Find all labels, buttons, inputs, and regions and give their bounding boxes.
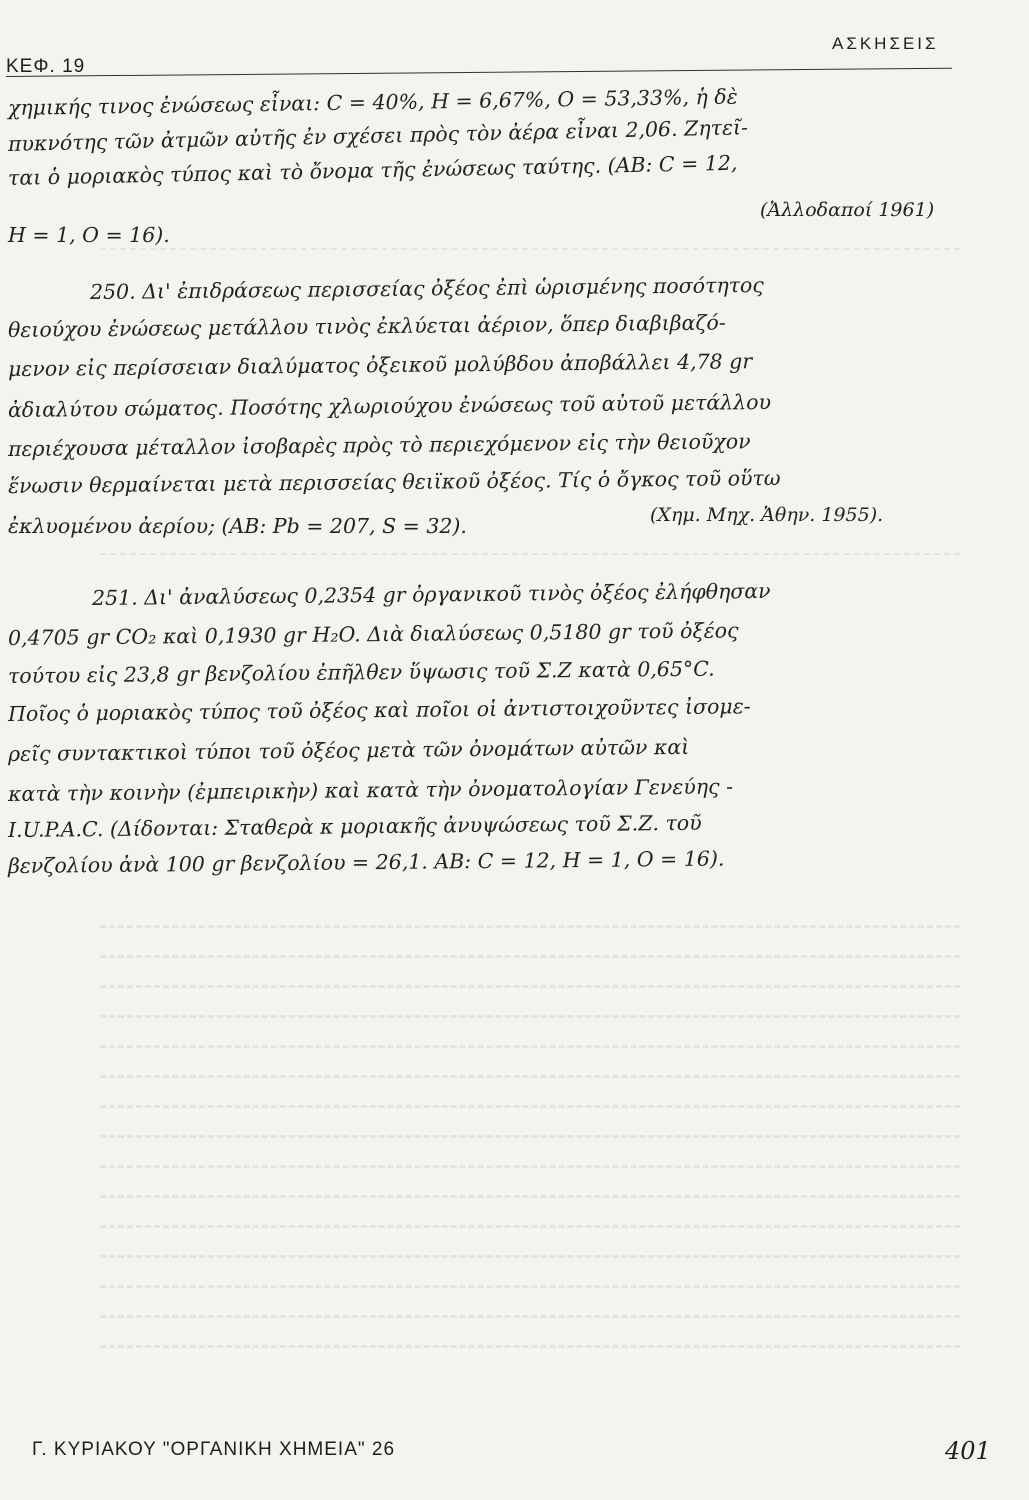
bleed-through-line	[100, 955, 960, 958]
bleed-through-line	[100, 1255, 960, 1258]
ex250-line-5: περιέχουσα μέταλλον ἰσοβαρὲς πρὸς τὸ περιεχόμενον εἰς τὴν θειοῦχον	[7, 429, 751, 461]
ex251-line-5: ρεῖς συντακτικοὶ τύποι τοῦ ὀξέος μετὰ τῶν ὀνομάτων αὐτῶν καὶ	[7, 734, 690, 766]
ex251-line-7: I.U.P.A.C. (Δίδονται: Σταθερὰ κ μοριακῆς ἀνυψώσεως τοῦ Σ.Ζ. τοῦ	[7, 810, 702, 842]
ex251-line-1: 251. Δι' ἀναλύσεως 0,2354 gr ὀργανικοῦ τινὸς ὀξέος ἐλήφθησαν	[91, 578, 771, 610]
bleed-through-line	[100, 1015, 960, 1018]
bleed-through-line	[100, 553, 960, 555]
ex251-line-4: Ποῖος ὁ μοριακὸς τύπος τοῦ ὀξέος καὶ ποῖοι οἱ ἀντιστοιχοῦντες ἰσομε-	[7, 694, 751, 726]
page-number: 401	[945, 1437, 991, 1465]
ex250-line-4: ἀδιαλύτου σώματος. Ποσότης χλωριούχου ἐνώσεως τοῦ αὐτοῦ μετάλλου	[7, 390, 772, 422]
ex250-line-7: ἐκλυομένου ἀερίου; (ΑΒ: Pb = 207, S = 32).	[8, 514, 467, 538]
ex250-source: (Χημ. Μηχ. Ἀθην. 1955).	[650, 504, 884, 526]
ex250-line-6: ἕνωσιν θερμαίνεται μετὰ περισσείας θειϊκοῦ ὀξέος. Τίς ὁ ὄγκος τοῦ οὕτω	[7, 465, 781, 498]
bleed-through-line	[100, 925, 960, 928]
intro-line-2: πυκνότης τῶν ἀτμῶν αὐτῆς ἐν σχέσει πρὸς τὸν ἀέρα εἶναι 2,06. Ζητεῖ-	[7, 115, 749, 156]
bleed-through-line	[100, 1225, 960, 1228]
section-title: ΑΣΚΗΣΕΙΣ	[832, 34, 939, 53]
bleed-through-line	[100, 1105, 960, 1108]
header-rule	[6, 68, 952, 77]
chapter-label: ΚΕΦ. 19	[6, 56, 86, 77]
intro-line-1: χημικής τινος ἐνώσεως εἶναι: C = 40%, H = 6,67%, O = 53,33%, ἡ δὲ	[7, 84, 738, 120]
intro-line-4: H = 1, O = 16).	[8, 223, 170, 247]
ex250-line-2: θειούχου ἐνώσεως μετάλλου τινὸς ἐκλύεται ἀέριον, ὅπερ διαβιβαζό-	[7, 310, 726, 342]
bleed-through-line	[100, 1285, 960, 1288]
book-footer: Γ. ΚΥΡΙΑΚΟΥ "ΟΡΓΑΝΙΚΗ ΧΗΜΕΙΑ" 26	[32, 1439, 396, 1460]
ex250-line-1: 250. Δι' ἐπιδράσεως περισσείας ὀξέος ἐπὶ ὡρισμένης ποσότητος	[89, 272, 764, 304]
bleed-through-line	[100, 248, 960, 250]
ex250-line-3: μενον εἰς περίσσειαν διαλύματος ὀξεικοῦ μολύβδου ἀποβάλλει 4,78 gr	[7, 349, 753, 381]
intro-source: (Ἀλλοδαποί 1961)	[760, 199, 935, 221]
intro-line-3: ται ὁ μοριακὸς τύπος καὶ τὸ ὄνομα τῆς ἐνώσεως ταύτης. (ΑΒ: C = 12,	[7, 150, 738, 190]
bleed-through-line	[100, 1345, 960, 1348]
ex251-line-3: τούτου εἰς 23,8 gr βενζολίου ἐπῆλθεν ὕψωσις τοῦ Σ.Ζ κατὰ 0,65°C.	[7, 656, 715, 688]
ex251-line-6: κατὰ τὴν κοινὴν (ἐμπειρικὴν) καὶ κατὰ τὴν ὀνοματολογίαν Γενεύης -	[7, 774, 734, 806]
bleed-through-line	[100, 1075, 960, 1078]
bleed-through-line	[100, 1045, 960, 1048]
bleed-through-line	[100, 1135, 960, 1138]
ex251-line-8: βενζολίου ἀνὰ 100 gr βενζολίου = 26,1. ΑΒ: C = 12, H = 1, O = 16).	[7, 846, 725, 878]
bleed-through-line	[100, 1195, 960, 1198]
bleed-through-line	[100, 985, 960, 988]
ex251-line-2: 0,4705 gr CO₂ καὶ 0,1930 gr H₂O. Διὰ διαλύσεως 0,5180 gr τοῦ ὀξέος	[7, 618, 739, 650]
bleed-through-line	[100, 1165, 960, 1168]
bleed-through-line	[100, 1315, 960, 1318]
